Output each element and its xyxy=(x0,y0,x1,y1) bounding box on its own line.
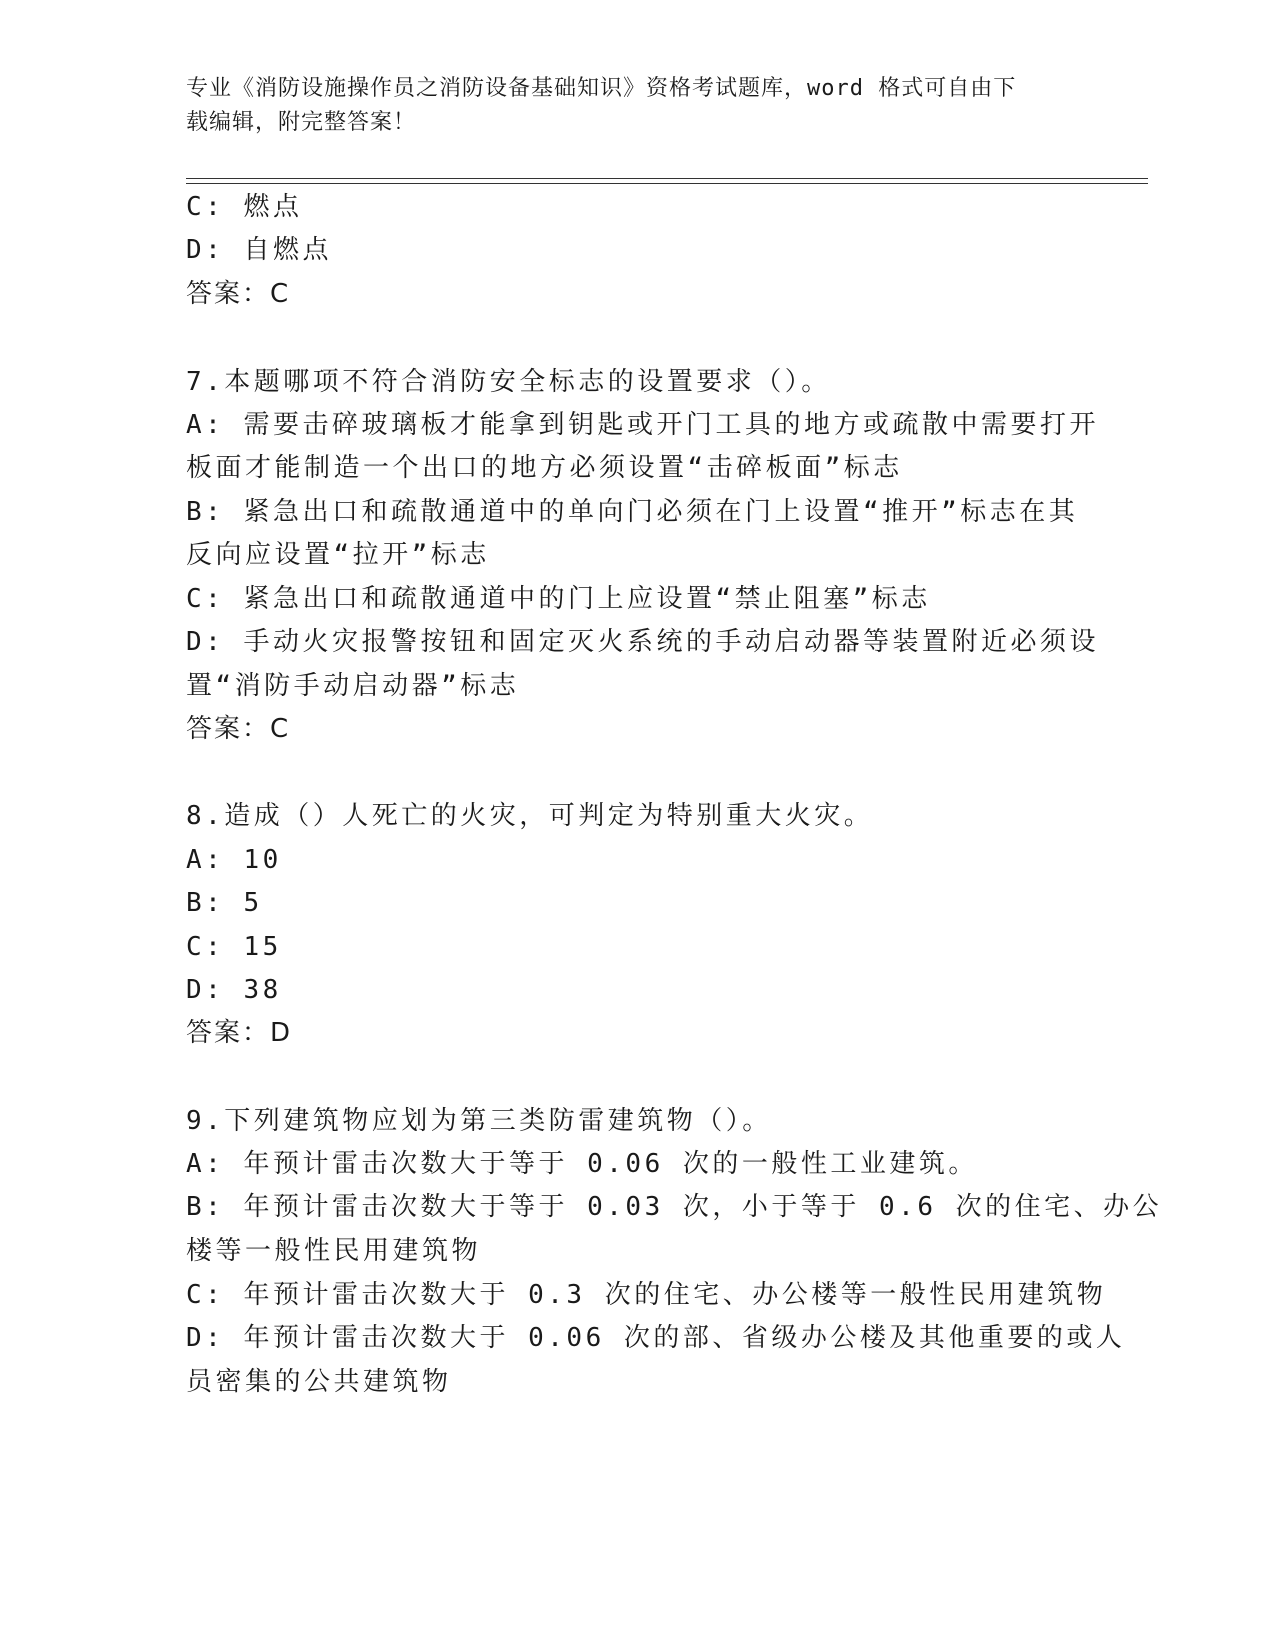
q8-answer: 答案：D xyxy=(186,1018,293,1048)
header-divider-top xyxy=(186,178,1148,179)
q6-option-d: D: 自燃点 xyxy=(186,235,332,265)
q9-option-d-line2: 员密集的公共建筑物 xyxy=(186,1367,452,1397)
q7-option-b-line2: 反向应设置“拉开”标志 xyxy=(186,540,490,570)
header-divider-bottom xyxy=(186,183,1148,184)
q7-option-a-line2: 板面才能制造一个出口的地方必须设置“击碎板面”标志 xyxy=(186,453,903,483)
document-header xyxy=(186,72,1066,140)
q7-option-b-line1: B: 紧急出口和疏散通道中的单向门必须在门上设置“推开”标志在其 xyxy=(186,497,1079,527)
q8-option-d: D: 38 xyxy=(186,975,282,1005)
q7-option-d-line1: D: 手动火灾报警按钮和固定灭火系统的手动启动器等装置附近必须设 xyxy=(186,627,1099,657)
q7-answer: 答案：C xyxy=(186,714,291,744)
q6-answer: 答案：C xyxy=(186,279,291,309)
q9-option-d-line1: D: 年预计雷击次数大于 0.06 次的部、省级办公楼及其他重要的或人 xyxy=(186,1323,1126,1353)
q9-question: 9.下列建筑物应划为第三类防雷建筑物（）。 xyxy=(186,1106,772,1136)
q8-option-b: B: 5 xyxy=(186,888,263,918)
q7-option-c: C: 紧急出口和疏散通道中的门上应设置“禁止阻塞”标志 xyxy=(186,584,931,614)
q7-option-a-line1: A: 需要击碎玻璃板才能拿到钥匙或开门工具的地方或疏散中需要打开 xyxy=(186,410,1099,440)
q8-question: 8.造成（）人死亡的火灾，可判定为特别重大火灾。 xyxy=(186,801,874,831)
q8-option-a: A: 10 xyxy=(186,845,282,875)
q6-option-c: C: 燃点 xyxy=(186,192,303,222)
q9-option-c: C: 年预计雷击次数大于 0.3 次的住宅、办公楼等一般性民用建筑物 xyxy=(186,1280,1107,1310)
q9-option-b-line2: 楼等一般性民用建筑物 xyxy=(186,1236,482,1266)
q7-option-d-line2: 置“消防手动启动器”标志 xyxy=(186,671,520,701)
q9-option-a: A: 年预计雷击次数大于等于 0.06 次的一般性工业建筑。 xyxy=(186,1149,978,1179)
q7-question: 7.本题哪项不符合消防安全标志的设置要求（）。 xyxy=(186,367,831,397)
header-line-1: 专业《消防设施操作员之消防设备基础知识》资格考试题库，word 格式可自由下 xyxy=(186,76,1017,101)
header-line-2: 载编辑，附完整答案！ xyxy=(186,110,417,135)
q9-option-b-line1: B: 年预计雷击次数大于等于 0.03 次，小于等于 0.6 次的住宅、办公 xyxy=(186,1192,1163,1222)
q8-option-c: C: 15 xyxy=(186,932,282,962)
